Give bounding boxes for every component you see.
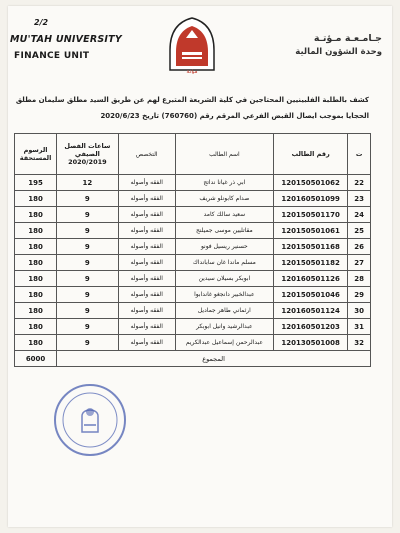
total-label: المجموع [57, 351, 371, 367]
hours-cell: 9 [57, 223, 118, 239]
hours-cell: 9 [57, 255, 118, 271]
specialty-cell: الفقه وأصوله [118, 319, 175, 335]
student-id-cell: 120150501046 [273, 287, 347, 303]
official-stamp-icon [52, 382, 128, 458]
finance-unit-en: FINANCE UNIT [14, 51, 90, 61]
header-summer-hours: ساعات الفصل الصيفي 2020/2019 [57, 134, 118, 175]
fees-cell: 180 [15, 303, 57, 319]
fees-cell: 180 [15, 223, 57, 239]
table-row [15, 175, 371, 191]
specialty-cell: الفقه وأصوله [118, 287, 175, 303]
fees-cell: 195 [15, 175, 57, 191]
specialty-cell: الفقه وأصوله [118, 271, 175, 287]
serial-cell: 28 [348, 271, 371, 287]
student-name-cell: مقاتليين موسى جميلنج [175, 223, 273, 239]
table-row [15, 303, 371, 319]
university-name-ar: جـامـعـة مـؤتـة [313, 33, 382, 44]
serial-cell: 31 [348, 319, 371, 335]
student-name-cell: ارثماني طاهر جماديل [175, 303, 273, 319]
hours-cell: 9 [57, 303, 118, 319]
student-id-cell: 120130501008 [273, 335, 347, 351]
student-name-cell: عبدالرحمن إسماعيل عبدالكريم [175, 335, 273, 351]
student-name-cell: عبدالرشيد وانيل ابوبكر [175, 319, 273, 335]
serial-cell: 29 [348, 287, 371, 303]
student-id-cell: 120150501168 [273, 239, 347, 255]
student-name-cell: سعيد سالك كامد [175, 207, 273, 223]
serial-cell: 24 [348, 207, 371, 223]
table-row [15, 287, 371, 303]
table-row [15, 319, 371, 335]
fees-cell: 180 [15, 255, 57, 271]
header-fees: الرسوم المستحقة [15, 134, 57, 175]
student-name-cell: عبدالخبير دانجغو غاندابوا [175, 287, 273, 303]
fees-cell: 180 [15, 207, 57, 223]
intro-line-1: كشف بالطلبة الفلبينيين المحتاجين في كلية الشريعة المتبرع لهم عن طريق السيد مطلق سليمان مطلق [15, 96, 369, 104]
fees-cell: 180 [15, 287, 57, 303]
serial-cell: 30 [348, 303, 371, 319]
table-row [15, 191, 371, 207]
serial-cell: 23 [348, 191, 371, 207]
student-name-cell: مسلم ماندا غان سابانداك [175, 255, 273, 271]
svg-text:مؤتة: مؤتة [186, 68, 198, 74]
student-id-cell: 120160501126 [273, 271, 347, 287]
student-id-cell: 120150501170 [273, 207, 347, 223]
hours-cell: 9 [57, 207, 118, 223]
hours-cell: 12 [57, 175, 118, 191]
total-value: 6000 [15, 351, 57, 367]
header-student-name: اسم الطالب [175, 134, 273, 175]
serial-cell: 22 [348, 175, 371, 191]
specialty-cell: الفقه وأصوله [118, 335, 175, 351]
university-logo-icon [164, 16, 220, 74]
fees-cell: 180 [15, 271, 57, 287]
student-id-cell: 120150501182 [273, 255, 347, 271]
specialty-cell: الفقه وأصوله [118, 207, 175, 223]
hours-cell: 9 [57, 335, 118, 351]
student-id-cell: 120150501062 [273, 175, 347, 191]
specialty-cell: الفقه وأصوله [118, 239, 175, 255]
intro-line-2: الحجايا بموجب ايصال القبض الفرعي المرقم رقم (760760) تاريخ 2020/6/23 [100, 112, 369, 120]
specialty-cell: الفقه وأصوله [118, 255, 175, 271]
specialty-cell: الفقه وأصوله [118, 223, 175, 239]
table-row [15, 335, 371, 351]
specialty-cell: الفقه وأصوله [118, 191, 175, 207]
serial-cell: 25 [348, 223, 371, 239]
table-header-row [15, 134, 371, 175]
table-row [15, 255, 371, 271]
students-table [14, 133, 371, 367]
hours-cell: 9 [57, 239, 118, 255]
hours-cell: 9 [57, 271, 118, 287]
fees-cell: 180 [15, 319, 57, 335]
serial-cell: 27 [348, 255, 371, 271]
student-name-cell: ابوبكر بسيلان سيدين [175, 271, 273, 287]
header-student-id: رقم الطالب [273, 134, 347, 175]
student-name-cell: ابي ذر غيانا نداتج [175, 175, 273, 191]
student-id-cell: 120150501061 [273, 223, 347, 239]
specialty-cell: الفقه وأصوله [118, 175, 175, 191]
student-id-cell: 120160501124 [273, 303, 347, 319]
specialty-cell: الفقه وأصوله [118, 303, 175, 319]
table-row [15, 239, 371, 255]
serial-cell: 32 [348, 335, 371, 351]
table-row [15, 207, 371, 223]
header-specialty: التخصص [118, 134, 175, 175]
fees-cell: 180 [15, 239, 57, 255]
finance-unit-ar: وحدة الشؤون المالية [295, 47, 382, 57]
table-row [15, 271, 371, 287]
student-id-cell: 120160501203 [273, 319, 347, 335]
header-serial: ت [348, 134, 371, 175]
fees-cell: 180 [15, 191, 57, 207]
total-row [15, 351, 371, 367]
student-id-cell: 120160501099 [273, 191, 347, 207]
hours-cell: 9 [57, 191, 118, 207]
fees-cell: 180 [15, 335, 57, 351]
page-number: 2/2 [34, 18, 49, 27]
student-name-cell: حسنير ريسيل فونو [175, 239, 273, 255]
hours-cell: 9 [57, 287, 118, 303]
serial-cell: 26 [348, 239, 371, 255]
table-row [15, 223, 371, 239]
university-name-en: MU'TAH UNIVERSITY [10, 34, 122, 45]
student-name-cell: صدام كابونلو شريف [175, 191, 273, 207]
hours-cell: 9 [57, 319, 118, 335]
